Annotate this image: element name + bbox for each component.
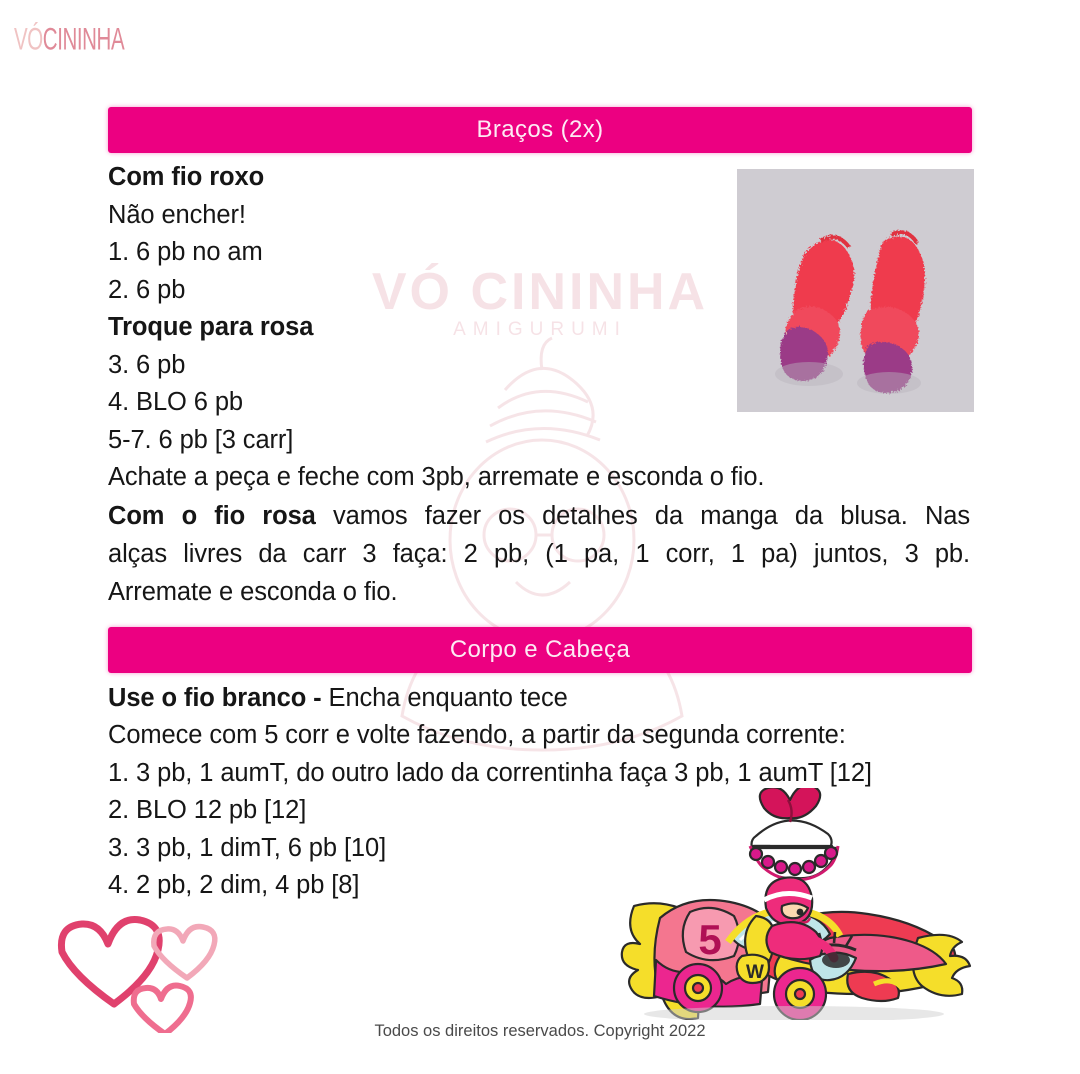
instruction-line: Comece com 5 corr e volte fazendo, a partir da segunda corrente:: [108, 721, 846, 749]
instruction-line: 3. 6 pb: [108, 350, 186, 379]
instruction-line: 4. BLO 6 pb: [108, 388, 243, 416]
paragraph-line-2: alças livres da carr 3 faça: 2 pb, (1 pa, 1 corr, 1 pa) juntos, 3 pb.: [108, 539, 970, 568]
instruction-line: Com fio roxo: [108, 163, 265, 191]
compact-pussycat-car-illustration: [604, 788, 974, 1020]
section-bracos-paragraph: [108, 497, 970, 611]
logo-text-vo: VÓ: [14, 22, 43, 57]
section-header-corpo-cabeca: Corpo e Cabeça: [108, 627, 972, 673]
car-emblem-letter: W: [746, 962, 764, 983]
instruction-tail: Encha enquanto tece: [328, 683, 568, 712]
instruction-line: 3. 3 pb, 1 dimT, 6 pb [10]: [108, 833, 387, 862]
watermark-title: VÓ CININHA: [371, 263, 709, 321]
instruction-line: Troque para rosa: [108, 313, 314, 341]
paragraph-bold-lead: Com o fio rosa: [108, 501, 316, 530]
footer-copyright: Todos os direitos reservados. Copyright 2022: [374, 1022, 706, 1040]
hearts-decoration-icon: [42, 908, 232, 1033]
instruction-line: 4. 2 pb, 2 dim, 4 pb [8]: [108, 871, 360, 899]
instruction-line: Achate a peça e feche com 3pb, arremate e esconda o fio.: [108, 463, 765, 491]
instruction-line: 2. 6 pb: [108, 275, 186, 304]
section-header-bracos: Braços (2x): [108, 107, 972, 153]
instruction-line: 1. 6 pb no am: [108, 238, 263, 266]
paragraph-line-1: [108, 497, 970, 535]
car-number: 5: [698, 916, 722, 963]
document-body: [108, 0, 972, 905]
instruction-line: 1. 3 pb, 1 aumT, do outro lado da correntinha faça 3 pb, 1 aumT [12]: [108, 758, 872, 787]
instruction-line: 2. BLO 12 pb [12]: [108, 796, 307, 824]
paragraph-line-3: Arremate e esconda o fio.: [108, 577, 398, 606]
instruction-line: 5-7. 6 pb [3 carr]: [108, 425, 294, 454]
crochet-arms-photo: [737, 169, 974, 412]
paragraph-lead-rest: vamos fazer os detalhes da manga da blusa. Nas: [315, 501, 970, 530]
watermark-subtitle: AMIGURUMI: [453, 319, 627, 341]
instruction-line: Não encher!: [108, 200, 246, 229]
instruction-bold-lead: Use o fio branco -: [108, 683, 329, 712]
instruction-line: [108, 680, 972, 718]
logo-text-cininha: CININHA: [42, 22, 125, 57]
